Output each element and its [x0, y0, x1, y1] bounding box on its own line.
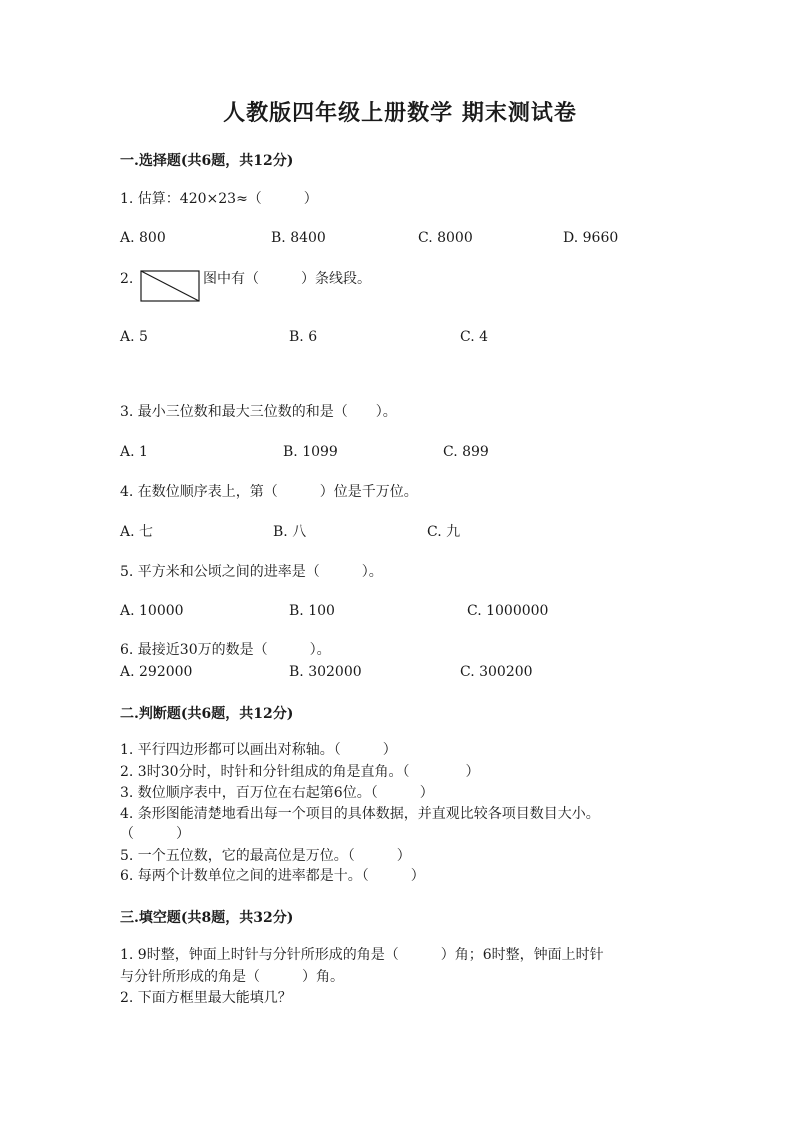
q3-stem: 3. 最小三位数和最大三位数的和是（ ）。	[120, 404, 397, 420]
q2-stem: 图中有（ ）条线段。	[203, 271, 371, 287]
figure-diagonal	[141, 271, 199, 301]
q5-option-b: B. 100	[289, 603, 335, 619]
tf-item-6: 6. 每两个计数单位之间的进率都是十。（ ）	[120, 868, 425, 884]
q6-option-b: B. 302000	[289, 664, 362, 680]
q5-option-a: A. 10000	[120, 603, 184, 619]
section3-heading: 三.填空题(共8题，共32分)	[120, 910, 294, 926]
q2-option-b: B. 6	[289, 329, 318, 345]
q1-option-a: A. 800	[120, 230, 166, 246]
q1-stem: 1. 估算：420×23≈（ ）	[120, 191, 318, 207]
q6-stem: 6. 最接近30万的数是（ ）。	[120, 642, 331, 658]
q6-option-c: C. 300200	[460, 664, 533, 680]
q4-option-c: C. 九	[427, 524, 461, 540]
fill-item-2: 2. 下面方框里最大能填几？	[120, 990, 292, 1006]
q6-option-a: A. 292000	[120, 664, 193, 680]
q1-option-d: D. 9660	[563, 230, 619, 246]
q5-option-c: C. 1000000	[467, 603, 549, 619]
tf-item-4: 4. 条形图能清楚地看出每一个项目的具体数据，并直观比较各项目数目大小。	[120, 806, 600, 822]
q3-option-c: C. 899	[443, 444, 489, 460]
q2-option-a: A. 5	[120, 329, 148, 345]
q4-option-a: A. 七	[120, 524, 154, 540]
tf-item-1: 1. 平行四边形都可以画出对称轴。（ ）	[120, 742, 397, 758]
tf-item-3: 3. 数位顺序表中，百万位在右起第6位。（ ）	[120, 785, 434, 801]
tf-item-2: 2. 3时30分时，时针和分针组成的角是直角。（ ）	[120, 764, 480, 780]
q2-option-c: C. 4	[460, 329, 489, 345]
tf-item-4-blank: （ ）	[120, 826, 190, 842]
section2-heading: 二.判断题(共6题，共12分)	[120, 706, 294, 722]
q4-option-b: B. 八	[273, 524, 307, 540]
q1-option-c: C. 8000	[418, 230, 473, 246]
q3-option-b: B. 1099	[283, 444, 338, 460]
fill-item-1-line1: 1. 9时整，钟面上时针与分针所形成的角是（ ）角；6时整，钟面上时针	[120, 947, 604, 963]
tf-item-5: 5. 一个五位数，它的最高位是万位。（ ）	[120, 848, 411, 864]
section1-heading: 一.选择题(共6题，共12分)	[120, 153, 294, 169]
page-title: 人教版四年级上册数学 期末测试卷	[223, 100, 577, 126]
fill-item-1-line2: 与分针所形成的角是（ ）角。	[120, 969, 344, 985]
q3-option-a: A. 1	[120, 444, 148, 460]
q5-stem: 5. 平方米和公顷之间的进率是（ ）。	[120, 564, 383, 580]
rectangle-diagonal-figure	[140, 270, 200, 302]
q4-stem: 4. 在数位顺序表上，第（ ）位是千万位。	[120, 484, 418, 500]
q1-option-b: B. 8400	[271, 230, 326, 246]
q2-number: 2.	[120, 271, 134, 287]
